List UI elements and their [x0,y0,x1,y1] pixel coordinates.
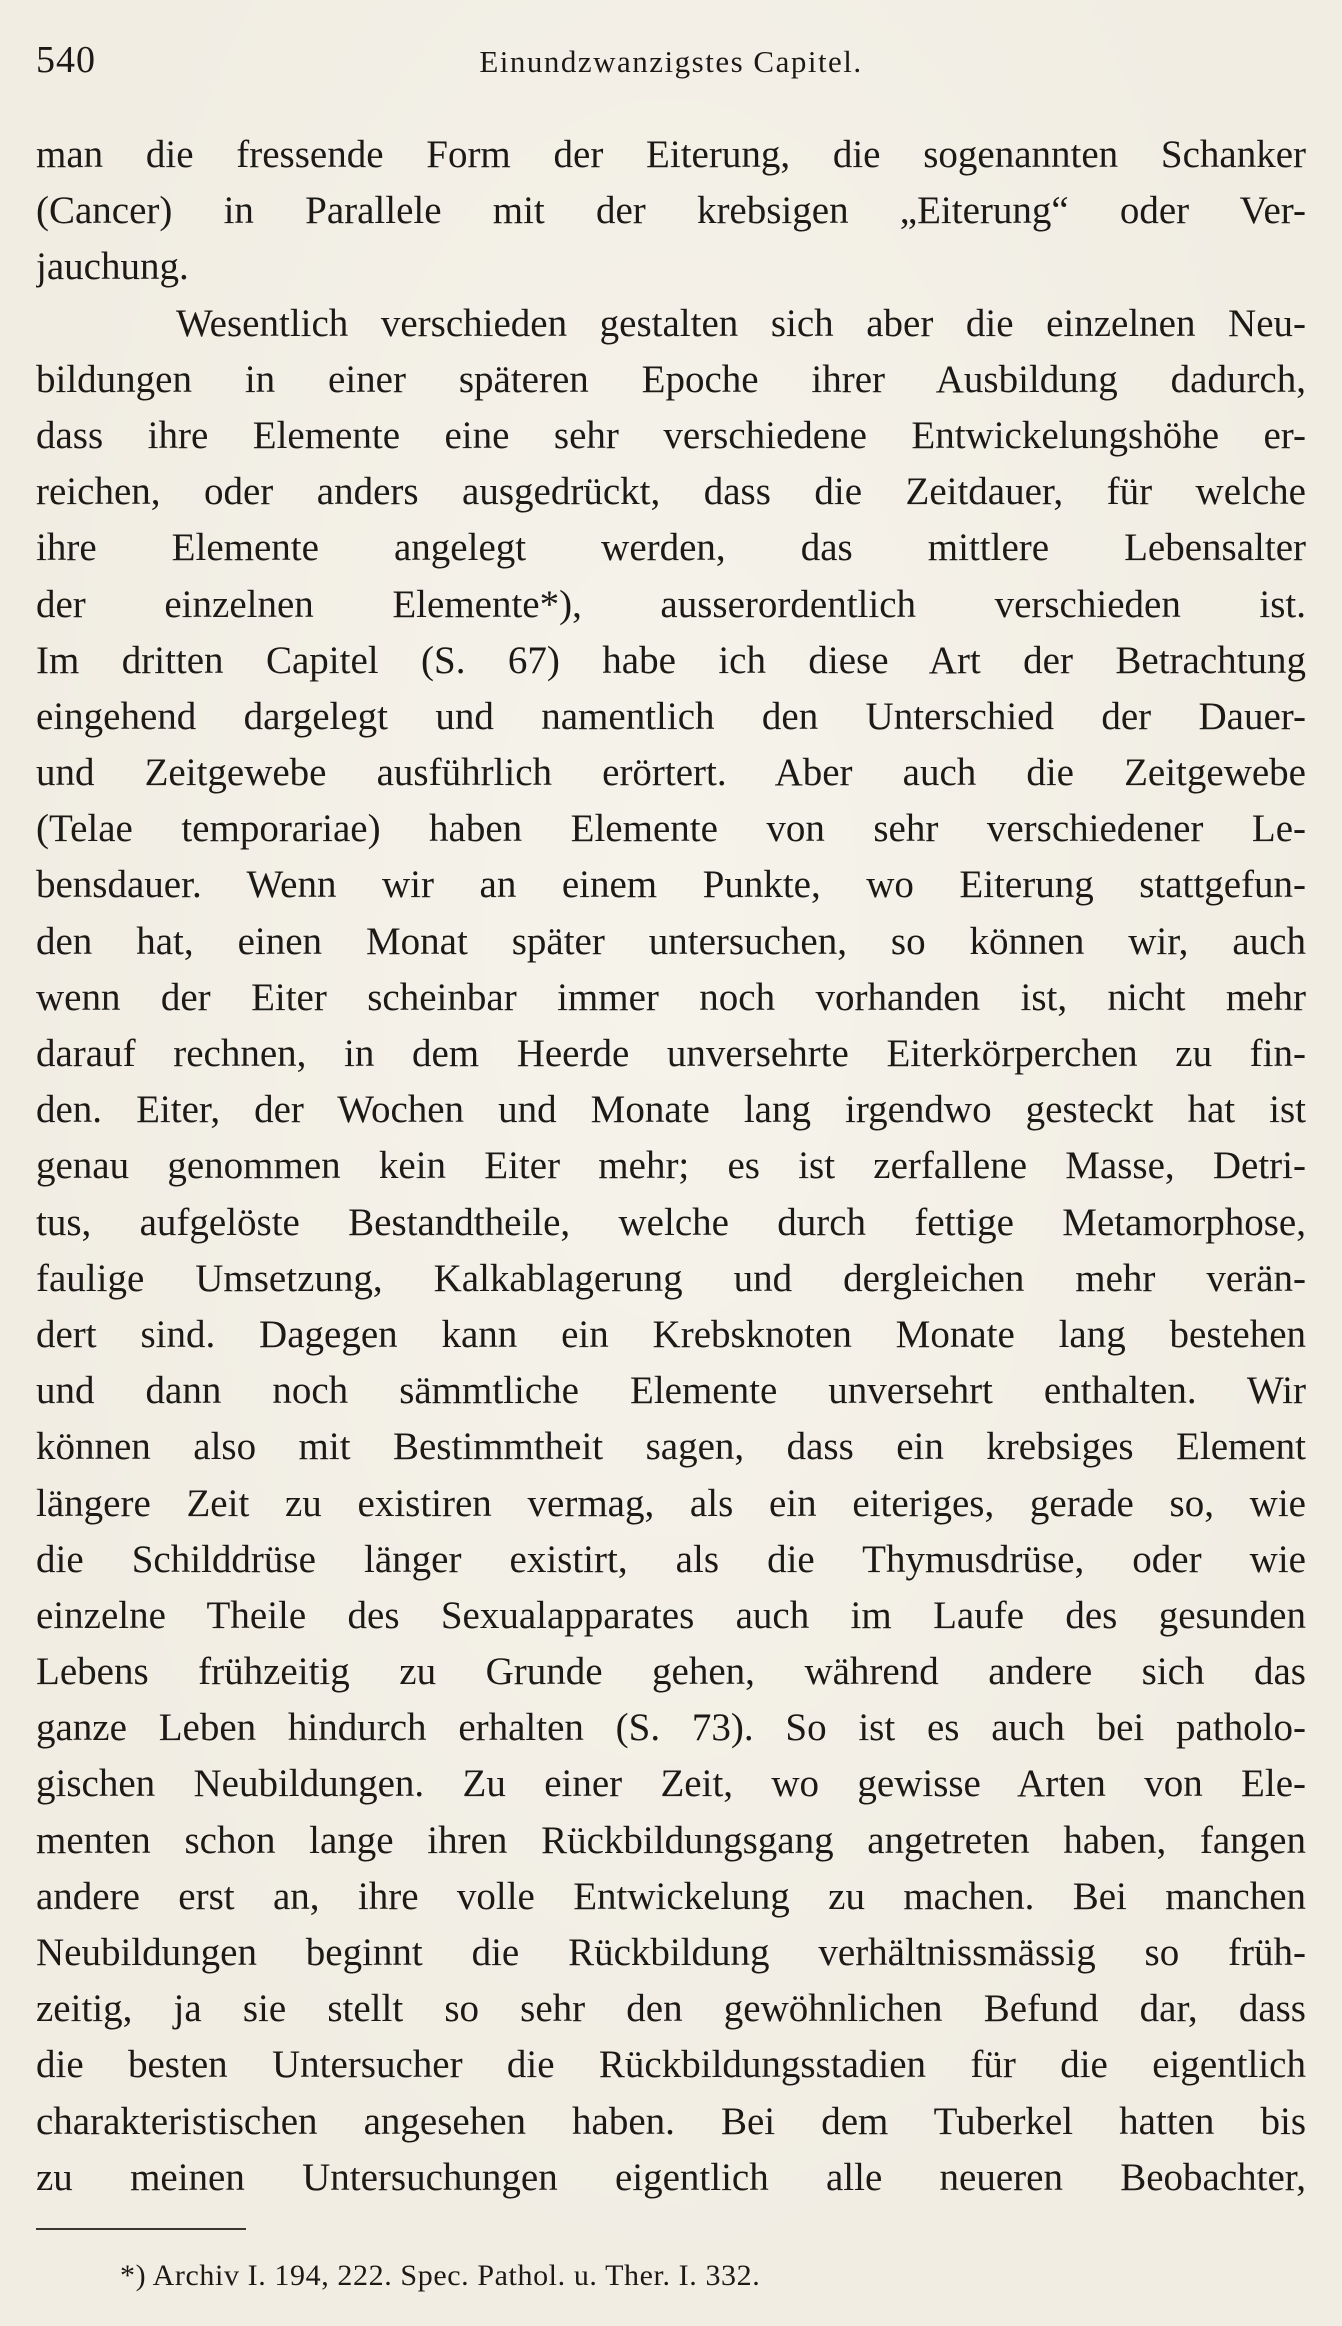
text-line: Neubildungen beginnt die Rückbildung verhältnissmässig so früh- [36,1931,1306,1974]
text-line: die Schilddrüse länger existirt, als die Thymusdrüse, oder wie [36,1537,1306,1581]
text-line: zu meinen Untersuchungen eigentlich alle neueren Beobachter, [36,2155,1306,2199]
text-line: jauchung. [36,245,189,289]
page-header [36,38,1306,88]
text-line: können also mit Bestimmtheit sagen, dass ein krebsiges Element [36,1425,1306,1469]
text-line: dass ihre Elemente eine sehr verschiedene Entwickelungshöhe er- [36,413,1306,457]
text-line: bildungen in einer späteren Epoche ihrer Ausbildung dadurch, [36,357,1306,401]
text-line: dert sind. Dagegen kann ein Krebsknoten Monate lang bestehen [36,1312,1306,1356]
text-line: faulige Umsetzung, Kalkablagerung und dergleichen mehr verän- [36,1256,1306,1300]
text-line: reichen, oder anders ausgedrückt, dass die Zeitdauer, für welche [36,470,1306,514]
text-line: gischen Neubildungen. Zu einer Zeit, wo gewisse Arten von Ele- [36,1762,1306,1806]
text-line: Wesentlich verschieden gestalten sich aber die einzelnen Neu- [176,301,1306,345]
text-line: ihre Elemente angelegt werden, das mittlere Lebensalter [36,526,1306,570]
text-line: den. Eiter, der Wochen und Monate lang irgendwo gesteckt hat ist [36,1088,1306,1132]
text-line: ganze Leben hindurch erhalten (S. 73). So ist es auch bei patholo- [36,1706,1306,1750]
text-line: und dann noch sämmtliche Elemente unversehrt enthalten. Wir [36,1369,1306,1413]
text-line: tus, aufgelöste Bestandtheile, welche durch fettige Metamorphose, [36,1200,1306,1244]
text-line: zeitig, ja sie stellt so sehr den gewöhnlichen Befund dar, dass [36,1987,1306,2031]
text-line: darauf rechnen, in dem Heerde unversehrte Eiterkörperchen zu fin- [36,1032,1306,1075]
text-line: einzelne Theile des Sexualapparates auch im Laufe des gesunden [36,1593,1306,1637]
text-line: die besten Untersucher die Rückbildungsstadien für die eigentlich [36,2043,1306,2087]
text-line: eingehend dargelegt und namentlich den Unterschied der Dauer- [36,694,1306,738]
footnote: *) Archiv I. 194, 222. Spec. Pathol. u. Ther. I. 332. [120,2259,761,2292]
text-line: genau genommen kein Eiter mehr; es ist zerfallene Masse, Detri- [36,1144,1306,1188]
text-line: man die fressende Form der Eiterung, die sogenannten Schanker [36,133,1306,176]
text-line: der einzelnen Elemente*), ausserordentlich verschieden ist. [36,582,1306,626]
text-line: bensdauer. Wenn wir an einem Punkte, wo Eiterung stattgefun- [36,863,1306,907]
page-number: 540 [36,39,96,81]
text-line: längere Zeit zu existiren vermag, als ein eiteriges, gerade so, wie [36,1481,1306,1525]
body-text [36,127,1306,2206]
text-line: menten schon lange ihren Rückbildungsgang angetreten haben, fangen [36,1818,1306,1862]
text-line: und Zeitgewebe ausführlich erörtert. Aber auch die Zeitgewebe [36,751,1306,795]
text-line: den hat, einen Monat später untersuchen, so können wir, auch [36,919,1306,963]
text-line: (Cancer) in Parallele mit der krebsigen „Eiterung“ oder Ver- [36,189,1306,233]
footnote-rule [36,2228,246,2230]
running-head: Einundzwanzigstes Capitel. [479,44,863,79]
text-line: (Telae temporariae) haben Elemente von sehr verschiedener Le- [36,807,1306,851]
text-line: Im dritten Capitel (S. 67) habe ich diese Art der Betrachtung [36,638,1306,682]
text-line: charakteristischen angesehen haben. Bei dem Tuberkel hatten bis [36,2099,1306,2143]
text-line: Lebens frühzeitig zu Grunde gehen, während andere sich das [36,1650,1306,1694]
text-line: andere erst an, ihre volle Entwickelung zu machen. Bei manchen [36,1874,1306,1918]
text-line: wenn der Eiter scheinbar immer noch vorhanden ist, nicht mehr [36,975,1306,1019]
